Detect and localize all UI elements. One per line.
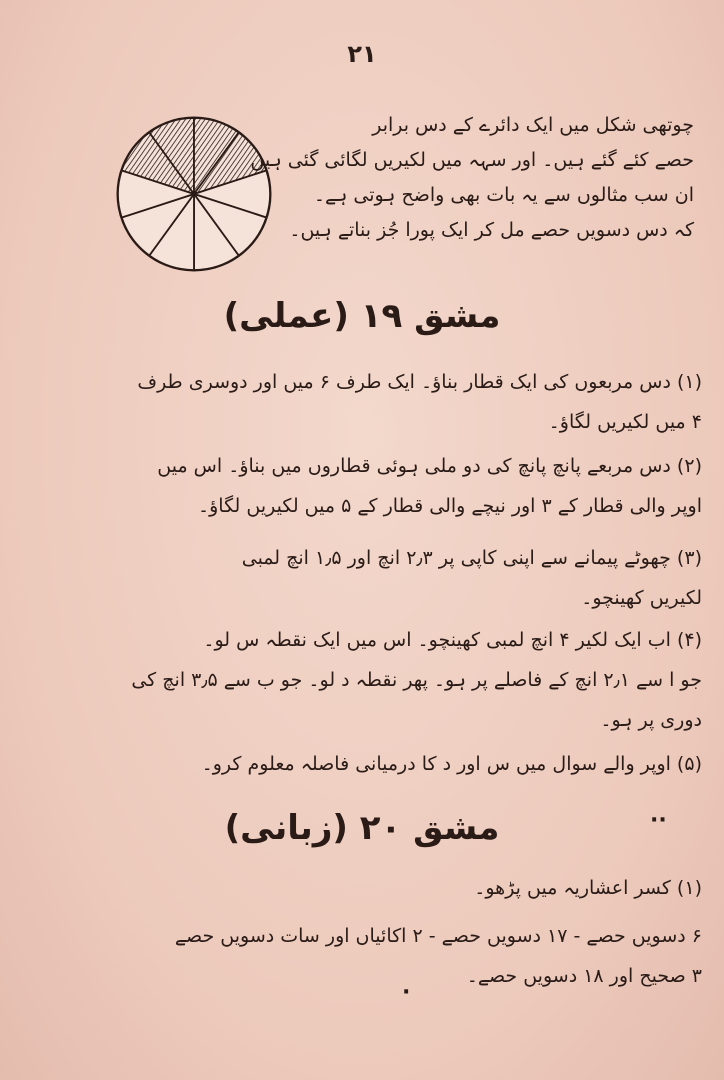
item-line: (۴) اب ایک لکیر ۴ انچ لمبی کھینچو۔ اس میں ایک نقطہ س لو۔	[203, 629, 702, 651]
intro-line: ان سب مثالوں سے یہ بات بھی واضح ہوتی ہے۔	[313, 184, 694, 206]
item-line: (۱) دس مربعوں کی ایک قطار بناؤ۔ ایک طرف ۶ میں اور دوسری طرف	[137, 371, 702, 393]
exercise-19-item-4	[32, 620, 702, 740]
item-line: ۶ دسویں حصے - ۱۷ دسویں حصے - ۲ اکائیاں اور سات دسویں حصے	[174, 925, 702, 947]
intro-line: کہ دس دسویں حصے مل کر ایک پورا جُز بناتے ہیں۔	[289, 219, 694, 241]
ink-dot: ·	[402, 980, 411, 1005]
exercise-19-item-3	[32, 538, 702, 618]
exercise-19-item-1	[32, 362, 702, 442]
intro-line: حصے کئے گئے ہیں۔ اور سہہ میں لکیریں لگائی گئی ہیں	[250, 149, 694, 171]
item-line: ۴ میں لکیریں لگاؤ۔	[548, 411, 702, 433]
intro-line: چوتھی شکل میں ایک دائرے کے دس برابر	[372, 114, 694, 136]
item-line: (۳) چھوٹے پیمانے سے اپنی کاپی پر ۲٫۳ انچ اور ۱٫۵ انچ لمبی	[241, 547, 702, 569]
item-line: ۳ صحیح اور ۱۸ دسویں حصے۔	[466, 965, 702, 987]
intro-paragraph	[250, 108, 694, 248]
item-line: (۲) دس مربعے پانچ پانچ کی دو ملی ہوئی قطاروں میں بناؤ۔ اس میں	[157, 455, 702, 477]
item-line: (۱) کسر اعشاریہ میں پڑھو۔	[474, 877, 702, 899]
item-line: جو ا سے ۲٫۱ انچ کے فاصلے پر ہو۔ پھر نقطہ د لو۔ جو ب سے ۳٫۵ انچ کی	[131, 669, 702, 691]
item-line: اوپر والی قطار کے ۳ اور نیچے والی قطار کے ۵ میں لکیریں لگاؤ۔	[197, 495, 702, 517]
item-line: (۵) اوپر والے سوال میں س اور د کا درمیانی فاصلہ معلوم کرو۔	[201, 753, 702, 775]
circle-fraction-figure	[112, 112, 276, 276]
exercise-19-item-5	[32, 744, 702, 784]
exercise-19-heading: مشق ۱۹ (عملی)	[223, 296, 501, 336]
exercise-20-item-1	[32, 868, 702, 908]
ink-dots: ··	[650, 808, 667, 833]
page-number: ۲۱	[347, 40, 377, 68]
item-line: دوری پر ہو۔	[600, 709, 702, 731]
exercise-19-item-2	[32, 446, 702, 526]
item-line: لکیریں کھینچو۔	[581, 587, 702, 609]
exercise-20-heading: مشق ۲۰ (زبانی)	[224, 808, 500, 848]
exercise-20-item-2	[32, 916, 702, 996]
